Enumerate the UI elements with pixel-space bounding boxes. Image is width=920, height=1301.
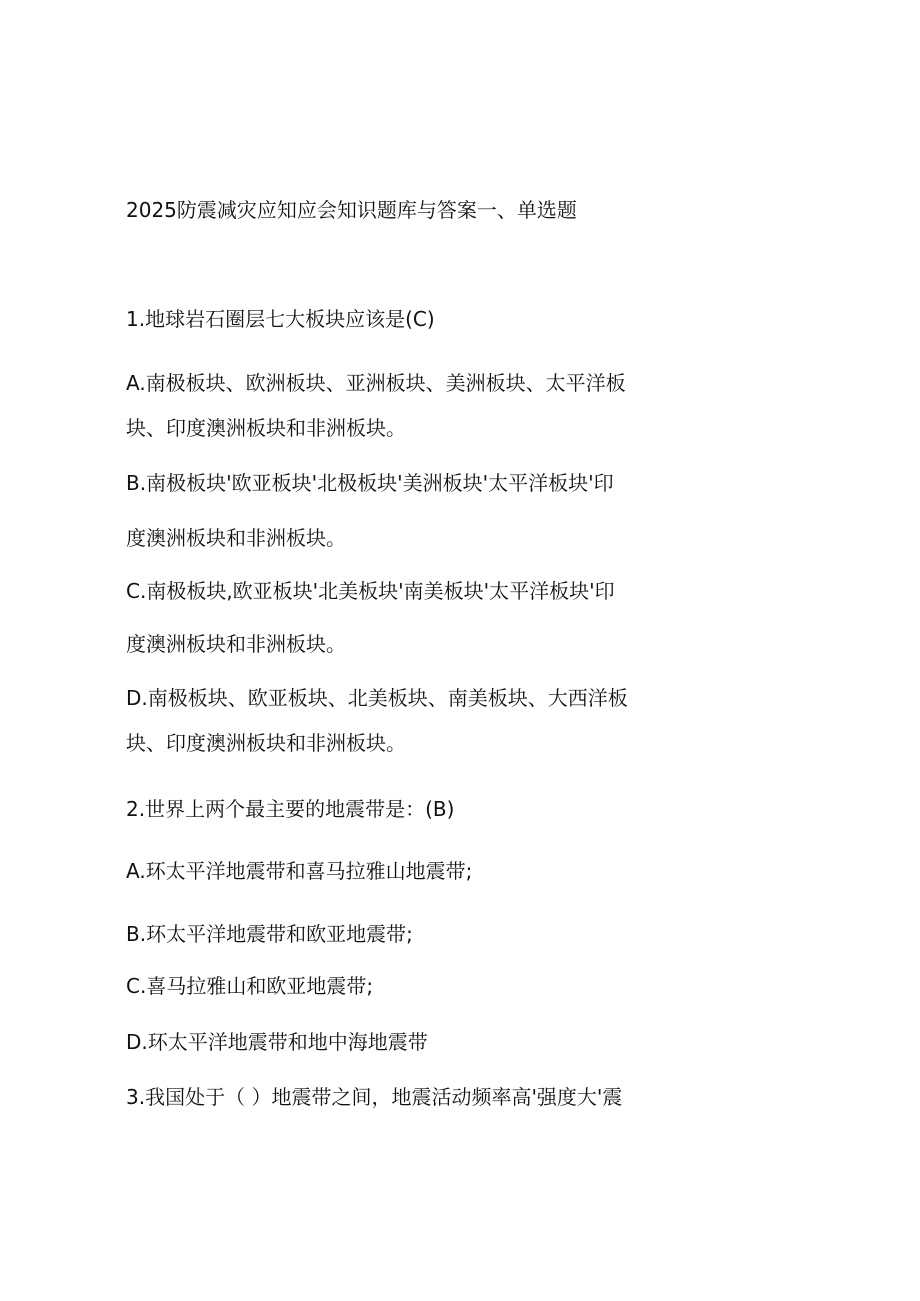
question-1-option-c: C.南极板块,欧亚板块'北美板块'南美板块'太平洋板块'印 — [126, 579, 615, 603]
question-2: 2.世界上两个最主要的地震带是：(B) — [126, 797, 455, 821]
question-2-option-d: D.环太平洋地震带和地中海地震带 — [126, 1030, 428, 1054]
question-1-option-d-cont: 块、印度澳洲板块和非洲板块。 — [126, 731, 406, 755]
question-2-option-c: C.喜马拉雅山和欧亚地震带; — [126, 974, 374, 998]
question-3: 3.我国处于（ ）地震带之间，地震活动频率高'强度大'震 — [126, 1085, 623, 1109]
question-2-option-b: B.环太平洋地震带和欧亚地震带; — [126, 922, 413, 946]
question-1: 1.地球岩石圈层七大板块应该是(C) — [126, 307, 435, 331]
question-1-option-a: A.南极板块、欧洲板块、亚洲板块、美洲板块、太平洋板 — [126, 371, 626, 395]
question-1-option-d: D.南极板块、欧亚板块、北美板块、南美板块、大西洋板 — [126, 686, 628, 710]
question-2-option-a: A.环太平洋地震带和喜马拉雅山地震带; — [126, 859, 473, 883]
document-title: 2025防震减灾应知应会知识题库与答案一、单选题 — [126, 198, 577, 222]
question-1-option-b: B.南极板块'欧亚板块'北极板块'美洲板块'太平洋板块'印 — [126, 471, 614, 495]
question-1-option-c-cont: 度澳洲板块和非洲板块。 — [126, 632, 346, 656]
question-1-option-b-cont: 度澳洲板块和非洲板块。 — [126, 526, 346, 550]
question-1-option-a-cont: 块、印度澳洲板块和非洲板块。 — [126, 416, 406, 440]
